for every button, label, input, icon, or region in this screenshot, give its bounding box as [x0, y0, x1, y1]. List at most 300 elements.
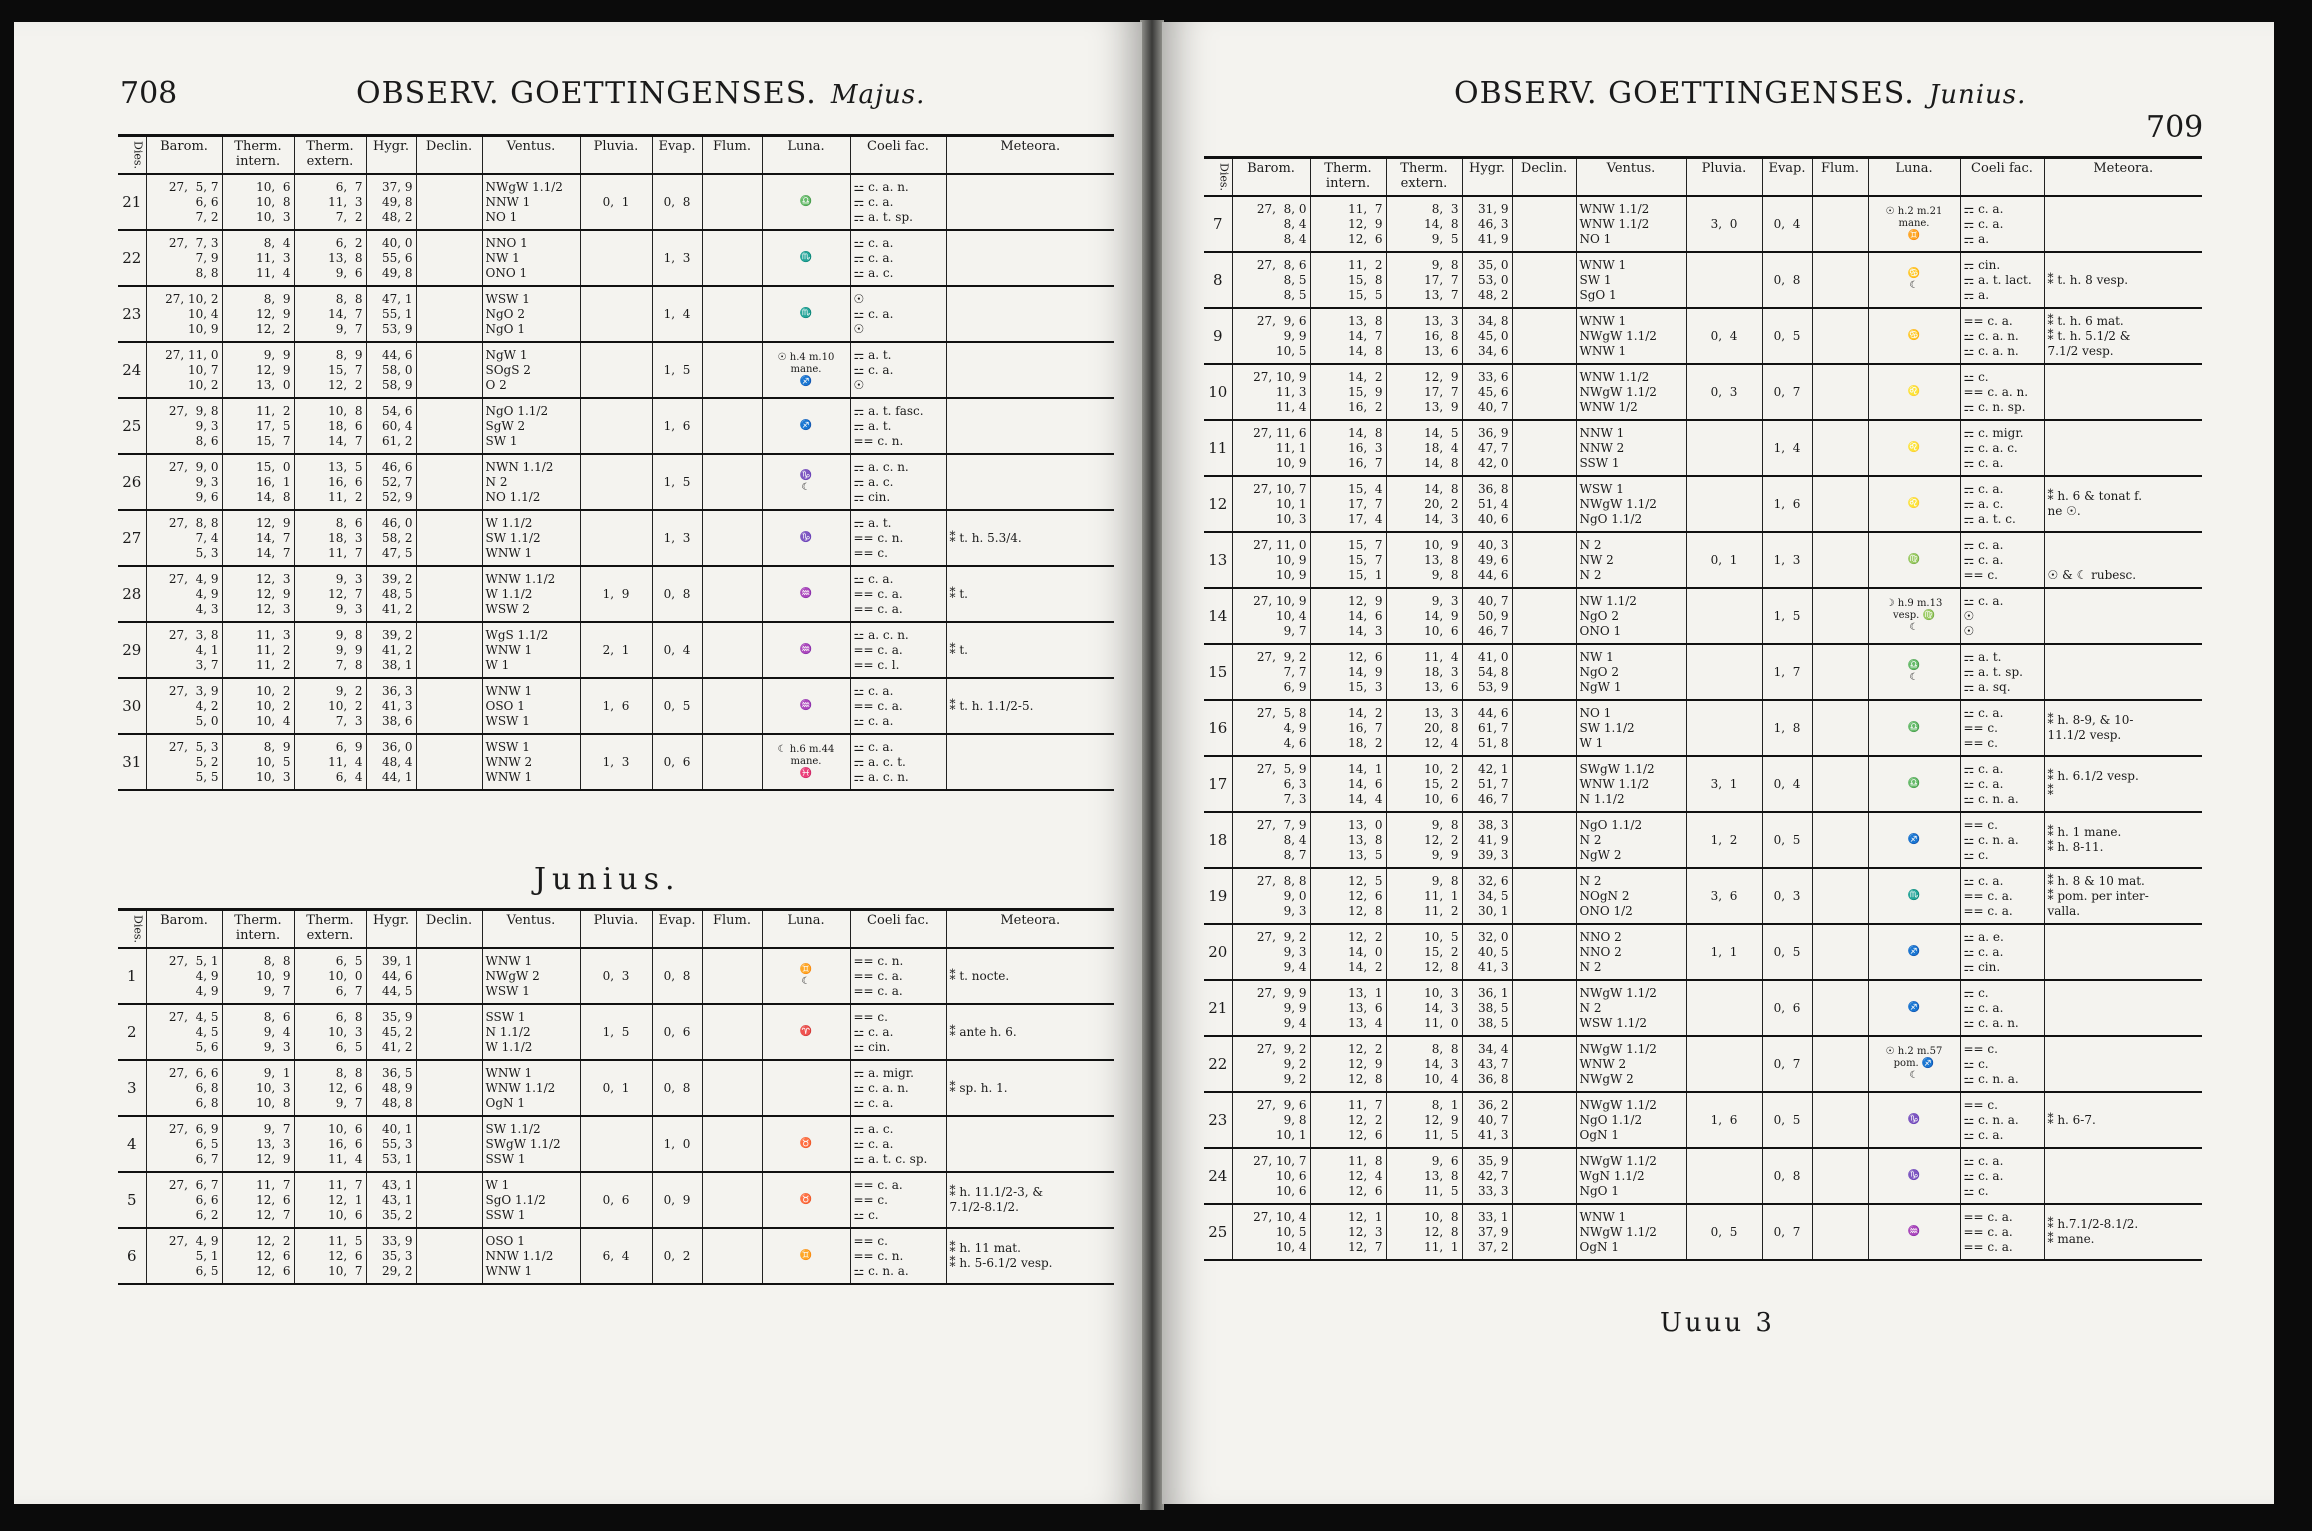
cell-day: 11 — [1204, 420, 1232, 476]
cell-pluv: 6, 4 — [580, 1228, 652, 1284]
cell-tex: 10, 6 16, 6 11, 4 — [294, 1116, 366, 1172]
table-row — [118, 174, 1114, 230]
cell-day: 15 — [1204, 644, 1232, 700]
cell-luna — [762, 1060, 850, 1116]
left-running-title — [356, 76, 925, 111]
cell-day: 4 — [118, 1116, 146, 1172]
column-header: Luna. — [1868, 158, 1960, 197]
cell-meteora — [2044, 196, 2202, 252]
cell-coeli: ⚍ c. a. ☉ ☉ — [1960, 588, 2044, 644]
cell-coeli: ⚍ c. a. == c. == c. — [1960, 700, 2044, 756]
signature-mark: Uuuu 3 — [1660, 1308, 1775, 1338]
cell-pluv: 0, 1 — [1686, 532, 1762, 588]
cell-tin: 11, 2 15, 8 15, 5 — [1310, 252, 1386, 308]
column-header: Pluvia. — [580, 136, 652, 175]
right-page — [1162, 22, 2274, 1504]
cell-hygr: 35, 9 45, 2 41, 2 — [366, 1004, 416, 1060]
cell-decl — [1512, 308, 1576, 364]
cell-pluv — [580, 398, 652, 454]
cell-coeli: ⚍ c. == c. a. n. ⚎ c. n. sp. — [1960, 364, 2044, 420]
cell-evap: 0, 5 — [1762, 924, 1812, 980]
cell-flum — [1812, 644, 1868, 700]
cell-evap: 1, 4 — [652, 286, 702, 342]
cell-hygr: 31, 9 46, 3 41, 9 — [1462, 196, 1512, 252]
cell-flum — [702, 174, 762, 230]
cell-coeli: == c. ⚍ c. n. a. ⚍ c. — [1960, 812, 2044, 868]
cell-meteora — [946, 734, 1114, 790]
cell-luna: ♈ — [762, 1004, 850, 1060]
cell-day: 14 — [1204, 588, 1232, 644]
cell-ventus: WNW 1 SW 1 SgO 1 — [1576, 252, 1686, 308]
cell-ventus: SWgW 1.1/2 WNW 1.1/2 N 1.1/2 — [1576, 756, 1686, 812]
cell-evap: 1, 5 — [1762, 588, 1812, 644]
cell-ventus: NO 1 SW 1.1/2 W 1 — [1576, 700, 1686, 756]
cell-meteora — [946, 286, 1114, 342]
table-row — [118, 1060, 1114, 1116]
cell-meteora: ⁑ h. 11 mat. ⁑ h. 5-6.1/2 vesp. — [946, 1228, 1114, 1284]
cell-decl — [1512, 1148, 1576, 1204]
cell-barom: 27, 10, 2 10, 4 10, 9 — [146, 286, 222, 342]
cell-tex: 12, 9 17, 7 13, 9 — [1386, 364, 1462, 420]
cell-tin: 10, 6 10, 8 10, 3 — [222, 174, 294, 230]
cell-tex: 8, 3 14, 8 9, 5 — [1386, 196, 1462, 252]
cell-evap: 0, 5 — [1762, 1092, 1812, 1148]
cell-pluv — [580, 1116, 652, 1172]
junius-body — [118, 948, 1114, 1284]
cell-luna: ♐ — [1868, 924, 1960, 980]
cell-ventus: NWgW 1.1/2 NgO 1.1/2 OgN 1 — [1576, 1092, 1686, 1148]
column-header: Therm. extern. — [294, 910, 366, 949]
cell-hygr: 36, 9 47, 7 42, 0 — [1462, 420, 1512, 476]
cell-hygr: 39, 1 44, 6 44, 5 — [366, 948, 416, 1004]
table-row — [1204, 756, 2202, 812]
cell-pluv: 2, 1 — [580, 622, 652, 678]
cell-meteora: ☉ & ☾ rubesc. — [2044, 532, 2202, 588]
cell-flum — [702, 230, 762, 286]
cell-meteora — [2044, 1148, 2202, 1204]
cell-hygr: 34, 4 43, 7 36, 8 — [1462, 1036, 1512, 1092]
cell-luna: ♌ — [1868, 364, 1960, 420]
cell-barom: 27, 5, 8 4, 9 4, 6 — [1232, 700, 1310, 756]
cell-coeli: ⚍ c. a. == c. a. == c. a. — [1960, 868, 2044, 924]
right-body — [1204, 196, 2202, 1260]
cell-luna: ☉ h.2 m.21 mane. ♊ — [1868, 196, 1960, 252]
junius-right-table — [1204, 156, 2202, 1261]
cell-barom: 27, 9, 2 9, 3 9, 4 — [1232, 924, 1310, 980]
cell-barom: 27, 4, 9 5, 1 6, 5 — [146, 1228, 222, 1284]
cell-flum — [702, 510, 762, 566]
cell-evap: 1, 5 — [652, 342, 702, 398]
cell-pluv: 1, 2 — [1686, 812, 1762, 868]
cell-tex: 14, 8 20, 2 14, 3 — [1386, 476, 1462, 532]
cell-hygr: 33, 6 45, 6 40, 7 — [1462, 364, 1512, 420]
cell-day: 27 — [118, 510, 146, 566]
cell-tin: 9, 1 10, 3 10, 8 — [222, 1060, 294, 1116]
cell-coeli: ⚎ cin. ⚎ a. t. lact. ⚎ a. — [1960, 252, 2044, 308]
cell-ventus: NNO 1 NW 1 ONO 1 — [482, 230, 580, 286]
cell-decl — [1512, 924, 1576, 980]
cell-luna: ♎ — [762, 174, 850, 230]
cell-day: 16 — [1204, 700, 1232, 756]
cell-meteora — [946, 174, 1114, 230]
column-header: Hygr. — [1462, 158, 1512, 197]
table-row — [118, 510, 1114, 566]
cell-evap: 0, 5 — [652, 678, 702, 734]
cell-coeli: ⚍ c. a. n. ⚎ c. a. ⚎ a. t. sp. — [850, 174, 946, 230]
cell-evap: 0, 6 — [652, 1004, 702, 1060]
cell-hygr: 41, 0 54, 8 53, 9 — [1462, 644, 1512, 700]
cell-luna: ♉ — [762, 1116, 850, 1172]
cell-tin: 15, 0 16, 1 14, 8 — [222, 454, 294, 510]
cell-coeli: ⚎ a. t. fasc. ⚎ a. t. == c. n. — [850, 398, 946, 454]
cell-pluv — [580, 342, 652, 398]
cell-coeli: ⚍ c. a. ⚎ c. a. ⚍ a. c. — [850, 230, 946, 286]
cell-tex: 6, 5 10, 0 6, 7 — [294, 948, 366, 1004]
cell-day: 26 — [118, 454, 146, 510]
cell-hygr: 36, 3 41, 3 38, 6 — [366, 678, 416, 734]
cell-pluv — [1686, 644, 1762, 700]
cell-hygr: 42, 1 51, 7 46, 7 — [1462, 756, 1512, 812]
cell-decl — [1512, 252, 1576, 308]
cell-luna: ☾ h.6 m.44 mane. ♓ — [762, 734, 850, 790]
cell-hygr: 39, 2 48, 5 41, 2 — [366, 566, 416, 622]
cell-hygr: 54, 6 60, 4 61, 2 — [366, 398, 416, 454]
cell-coeli: ⚎ a. t. == c. n. == c. — [850, 510, 946, 566]
table-row — [118, 1228, 1114, 1284]
cell-decl — [1512, 868, 1576, 924]
cell-evap: 1, 6 — [1762, 476, 1812, 532]
cell-decl — [1512, 644, 1576, 700]
cell-pluv — [1686, 1148, 1762, 1204]
cell-evap: 0, 7 — [1762, 1036, 1812, 1092]
cell-meteora: ⁑ t. — [946, 566, 1114, 622]
cell-tex: 10, 8 12, 8 11, 1 — [1386, 1204, 1462, 1260]
junius-table — [118, 908, 1114, 1285]
cell-barom: 27, 5, 3 5, 2 5, 5 — [146, 734, 222, 790]
cell-day: 24 — [1204, 1148, 1232, 1204]
right-header-row — [1204, 158, 2202, 197]
cell-tex: 9, 2 10, 2 7, 3 — [294, 678, 366, 734]
cell-hygr: 35, 0 53, 0 48, 2 — [1462, 252, 1512, 308]
cell-barom: 27, 10, 9 10, 4 9, 7 — [1232, 588, 1310, 644]
cell-evap: 0, 6 — [652, 734, 702, 790]
cell-coeli: == c. ⚍ c. n. a. ⚍ c. a. — [1960, 1092, 2044, 1148]
cell-day: 17 — [1204, 756, 1232, 812]
cell-coeli: ⚍ c. a. ⚍ c. a. ⚍ c. — [1960, 1148, 2044, 1204]
cell-pluv: 0, 1 — [580, 174, 652, 230]
cell-tin: 12, 6 14, 9 15, 3 — [1310, 644, 1386, 700]
cell-hygr: 40, 1 55, 3 53, 1 — [366, 1116, 416, 1172]
cell-flum — [1812, 476, 1868, 532]
column-header: Hygr. — [366, 136, 416, 175]
cell-ventus: OSO 1 NNW 1.1/2 WNW 1 — [482, 1228, 580, 1284]
table-row — [1204, 1036, 2202, 1092]
cell-barom: 27, 9, 2 9, 2 9, 2 — [1232, 1036, 1310, 1092]
cell-tin: 12, 2 12, 6 12, 6 — [222, 1228, 294, 1284]
cell-hygr: 34, 8 45, 0 34, 6 — [1462, 308, 1512, 364]
cell-hygr: 40, 3 49, 6 44, 6 — [1462, 532, 1512, 588]
cell-evap: 1, 8 — [1762, 700, 1812, 756]
cell-pluv — [580, 230, 652, 286]
cell-barom: 27, 7, 3 7, 9 8, 8 — [146, 230, 222, 286]
cell-evap: 1, 5 — [652, 454, 702, 510]
cell-barom: 27, 9, 9 9, 9 9, 4 — [1232, 980, 1310, 1036]
column-header: Declin. — [416, 136, 482, 175]
cell-barom: 27, 9, 0 9, 3 9, 6 — [146, 454, 222, 510]
cell-coeli: == c. n. == c. a. == c. a. — [850, 948, 946, 1004]
column-header: Ventus. — [482, 910, 580, 949]
cell-meteora — [2044, 644, 2202, 700]
cell-hygr: 36, 0 48, 4 44, 1 — [366, 734, 416, 790]
book-gutter — [1140, 20, 1164, 1510]
cell-ventus: WSW 1 NWgW 1.1/2 NgO 1.1/2 — [1576, 476, 1686, 532]
left-running-head — [14, 70, 1142, 120]
cell-evap: 0, 4 — [652, 622, 702, 678]
cell-barom: 27, 10, 7 10, 6 10, 6 — [1232, 1148, 1310, 1204]
cell-meteora: ⁑ h. 8-9, & 10- 11.1/2 vesp. — [2044, 700, 2202, 756]
cell-tex: 9, 3 12, 7 9, 3 — [294, 566, 366, 622]
cell-tin: 14, 2 16, 7 18, 2 — [1310, 700, 1386, 756]
cell-ventus: NgO 1.1/2 SgW 2 SW 1 — [482, 398, 580, 454]
cell-meteora — [2044, 364, 2202, 420]
cell-pluv — [1686, 700, 1762, 756]
cell-day: 1 — [118, 948, 146, 1004]
cell-coeli: == c. a. ⚍ c. a. n. ⚍ c. a. n. — [1960, 308, 2044, 364]
cell-tex: 6, 8 10, 3 6, 5 — [294, 1004, 366, 1060]
cell-flum — [1812, 420, 1868, 476]
cell-day: 23 — [1204, 1092, 1232, 1148]
table-row — [1204, 252, 2202, 308]
cell-coeli: == c. ⚍ c. ⚍ c. n. a. — [1960, 1036, 2044, 1092]
cell-luna: ♌ — [1868, 420, 1960, 476]
cell-hygr: 38, 3 41, 9 39, 3 — [1462, 812, 1512, 868]
cell-meteora: ⁑ h. 6 & tonat f. ne ☉. — [2044, 476, 2202, 532]
cell-day: 22 — [118, 230, 146, 286]
cell-pluv: 1, 5 — [580, 1004, 652, 1060]
cell-tex: 14, 5 18, 4 14, 8 — [1386, 420, 1462, 476]
cell-luna: ♒ — [1868, 1204, 1960, 1260]
column-header: Barom. — [146, 136, 222, 175]
cell-luna: ♐ — [1868, 812, 1960, 868]
cell-tin: 8, 6 9, 4 9, 3 — [222, 1004, 294, 1060]
column-header: Evap. — [652, 910, 702, 949]
cell-ventus: W 1 SgO 1.1/2 SSW 1 — [482, 1172, 580, 1228]
cell-barom: 27, 9, 6 9, 8 10, 1 — [1232, 1092, 1310, 1148]
table-row — [118, 286, 1114, 342]
cell-barom: 27, 10, 4 10, 5 10, 4 — [1232, 1204, 1310, 1260]
cell-decl — [416, 1004, 482, 1060]
table-row — [118, 734, 1114, 790]
cell-luna: ♎ ☾ — [1868, 644, 1960, 700]
cell-flum — [702, 1228, 762, 1284]
column-header: Coeli fac. — [850, 136, 946, 175]
cell-luna: ♏ — [1868, 868, 1960, 924]
cell-evap: 0, 6 — [1762, 980, 1812, 1036]
cell-decl — [1512, 476, 1576, 532]
cell-flum — [1812, 1204, 1868, 1260]
cell-luna: ♉ — [762, 1172, 850, 1228]
cell-ventus: NWgW 1.1/2 N 2 WSW 1.1/2 — [1576, 980, 1686, 1036]
cell-flum — [1812, 364, 1868, 420]
cell-tex: 8, 6 18, 3 11, 7 — [294, 510, 366, 566]
cell-flum — [1812, 924, 1868, 980]
cell-decl — [416, 678, 482, 734]
cell-barom: 27, 5, 9 6, 3 7, 3 — [1232, 756, 1310, 812]
cell-ventus: WNW 1 WNW 1.1/2 OgN 1 — [482, 1060, 580, 1116]
cell-day: 10 — [1204, 364, 1232, 420]
cell-decl — [1512, 532, 1576, 588]
cell-barom: 27, 9, 2 7, 7 6, 9 — [1232, 644, 1310, 700]
cell-meteora — [2044, 924, 2202, 980]
cell-tex: 9, 8 9, 9 7, 8 — [294, 622, 366, 678]
cell-day: 6 — [118, 1228, 146, 1284]
cell-decl — [1512, 980, 1576, 1036]
cell-tin: 8, 8 10, 9 9, 7 — [222, 948, 294, 1004]
cell-meteora: ⁑ t. — [946, 622, 1114, 678]
cell-decl — [416, 510, 482, 566]
cell-decl — [416, 734, 482, 790]
cell-hygr: 36, 5 48, 9 48, 8 — [366, 1060, 416, 1116]
cell-ventus: WSW 1 WNW 2 WNW 1 — [482, 734, 580, 790]
table-row — [1204, 700, 2202, 756]
cell-decl — [416, 622, 482, 678]
cell-tex: 9, 8 12, 2 9, 9 — [1386, 812, 1462, 868]
cell-day: 31 — [118, 734, 146, 790]
cell-ventus: NNO 2 NNO 2 N 2 — [1576, 924, 1686, 980]
cell-evap: 1, 6 — [652, 398, 702, 454]
cell-day: 24 — [118, 342, 146, 398]
cell-barom: 27, 6, 9 6, 5 6, 7 — [146, 1116, 222, 1172]
cell-tin: 11, 7 12, 2 12, 6 — [1310, 1092, 1386, 1148]
cell-pluv: 0, 5 — [1686, 1204, 1762, 1260]
column-header: Coeli fac. — [1960, 158, 2044, 197]
cell-pluv: 3, 0 — [1686, 196, 1762, 252]
cell-decl — [1512, 1204, 1576, 1260]
cell-pluv — [1686, 980, 1762, 1036]
cell-meteora: ⁑ t. h. 5.3/4. — [946, 510, 1114, 566]
cell-barom: 27, 11, 6 11, 1 10, 9 — [1232, 420, 1310, 476]
column-header: Pluvia. — [580, 910, 652, 949]
column-header: Coeli fac. — [850, 910, 946, 949]
column-header: Meteora. — [946, 910, 1114, 949]
cell-day: 12 — [1204, 476, 1232, 532]
cell-pluv: 1, 6 — [580, 678, 652, 734]
cell-tin: 9, 7 13, 3 12, 9 — [222, 1116, 294, 1172]
cell-ventus: N 2 NOgN 2 ONO 1/2 — [1576, 868, 1686, 924]
cell-hygr: 43, 1 43, 1 35, 2 — [366, 1172, 416, 1228]
cell-flum — [702, 1172, 762, 1228]
cell-barom: 27, 6, 6 6, 8 6, 8 — [146, 1060, 222, 1116]
cell-coeli: ⚍ a. c. n. == c. a. == c. l. — [850, 622, 946, 678]
cell-ventus: WSW 1 NgO 2 NgO 1 — [482, 286, 580, 342]
cell-evap: 0, 8 — [652, 174, 702, 230]
column-header: Therm. intern. — [222, 136, 294, 175]
cell-barom: 27, 11, 0 10, 9 10, 9 — [1232, 532, 1310, 588]
cell-luna: ♋ ☾ — [1868, 252, 1960, 308]
cell-luna: ♍ — [1868, 532, 1960, 588]
cell-day: 20 — [1204, 924, 1232, 980]
cell-ventus: WNW 1 NWgW 1.1/2 OgN 1 — [1576, 1204, 1686, 1260]
cell-flum — [702, 454, 762, 510]
cell-meteora: ⁑ t. h. 6 mat. ⁑ t. h. 5.1/2 & 7.1/2 vesp. — [2044, 308, 2202, 364]
cell-flum — [1812, 588, 1868, 644]
cell-hygr: 47, 1 55, 1 53, 9 — [366, 286, 416, 342]
cell-decl — [416, 454, 482, 510]
cell-pluv: 0, 4 — [1686, 308, 1762, 364]
cell-tex: 13, 5 16, 6 11, 2 — [294, 454, 366, 510]
cell-decl — [416, 1116, 482, 1172]
cell-tex: 8, 9 15, 7 12, 2 — [294, 342, 366, 398]
cell-pluv: 0, 1 — [580, 1060, 652, 1116]
cell-hygr: 46, 6 52, 7 52, 9 — [366, 454, 416, 510]
table-row — [118, 342, 1114, 398]
cell-meteora — [946, 1116, 1114, 1172]
cell-pluv — [1686, 1036, 1762, 1092]
cell-pluv: 1, 3 — [580, 734, 652, 790]
cell-hygr: 40, 7 50, 9 46, 7 — [1462, 588, 1512, 644]
cell-meteora — [946, 230, 1114, 286]
cell-tex: 11, 7 12, 1 10, 6 — [294, 1172, 366, 1228]
cell-flum — [1812, 1148, 1868, 1204]
table-row — [1204, 980, 2202, 1036]
column-header: Dies. — [1204, 158, 1232, 197]
cell-ventus: WgS 1.1/2 WNW 1 W 1 — [482, 622, 580, 678]
cell-hygr: 32, 6 34, 5 30, 1 — [1462, 868, 1512, 924]
cell-pluv: 3, 1 — [1686, 756, 1762, 812]
cell-luna: ♊ ☾ — [762, 948, 850, 1004]
cell-meteora: ⁑ h. 8 & 10 mat. ⁑ pom. per inter- valla. — [2044, 868, 2202, 924]
table-row — [1204, 420, 2202, 476]
cell-ventus: WNW 1 NWgW 2 WSW 1 — [482, 948, 580, 1004]
cell-flum — [702, 1116, 762, 1172]
cell-day: 25 — [1204, 1204, 1232, 1260]
table-row — [118, 230, 1114, 286]
cell-ventus: N 2 NW 2 N 2 — [1576, 532, 1686, 588]
cell-evap: 0, 8 — [652, 566, 702, 622]
cell-day: 30 — [118, 678, 146, 734]
cell-day: 13 — [1204, 532, 1232, 588]
column-header: Therm. intern. — [222, 910, 294, 949]
cell-barom: 27, 9, 8 9, 3 8, 6 — [146, 398, 222, 454]
cell-decl — [416, 342, 482, 398]
cell-evap: 1, 3 — [652, 510, 702, 566]
cell-hygr: 46, 0 58, 2 47, 5 — [366, 510, 416, 566]
table-row — [1204, 812, 2202, 868]
cell-decl — [1512, 420, 1576, 476]
cell-ventus: WNW 1 NWgW 1.1/2 WNW 1 — [1576, 308, 1686, 364]
cell-decl — [416, 1060, 482, 1116]
cell-ventus: NNW 1 NNW 2 SSW 1 — [1576, 420, 1686, 476]
table-row — [118, 1116, 1114, 1172]
cell-meteora — [2044, 980, 2202, 1036]
cell-decl — [416, 1172, 482, 1228]
cell-evap: 0, 8 — [652, 1060, 702, 1116]
column-header: Barom. — [1232, 158, 1310, 197]
column-header: Meteora. — [2044, 158, 2202, 197]
cell-flum — [1812, 1092, 1868, 1148]
cell-ventus: NWgW 1.1/2 NNW 1 NO 1 — [482, 174, 580, 230]
cell-tin: 9, 9 12, 9 13, 0 — [222, 342, 294, 398]
cell-tex: 13, 3 20, 8 12, 4 — [1386, 700, 1462, 756]
right-running-month: Junius. — [1928, 80, 2027, 110]
cell-flum — [702, 622, 762, 678]
cell-flum — [702, 1004, 762, 1060]
cell-hygr: 37, 9 49, 8 48, 2 — [366, 174, 416, 230]
cell-pluv — [1686, 588, 1762, 644]
cell-evap: 0, 8 — [652, 948, 702, 1004]
cell-pluv — [580, 510, 652, 566]
column-header: Flum. — [702, 136, 762, 175]
